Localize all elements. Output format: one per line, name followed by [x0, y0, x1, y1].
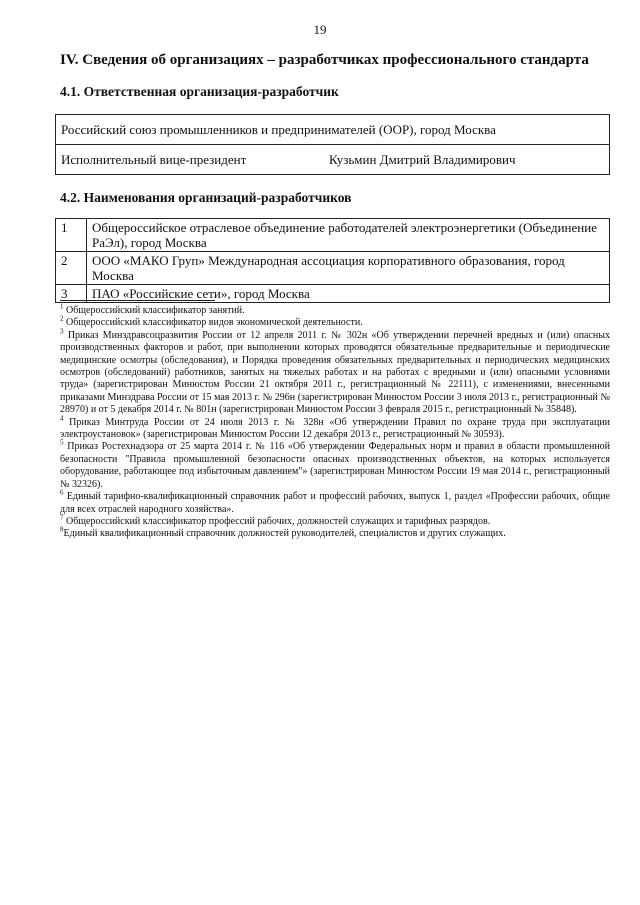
footnote-mark: 1 [60, 302, 64, 311]
responsible-org-name: Российский союз промышленников и предпринимателей (ООР), город Москва [56, 115, 610, 145]
footnote-mark: 5 [60, 439, 64, 448]
section-title: IV. Сведения об организациях – разработчиках профессионального стандарта [60, 52, 589, 68]
footnote-text: Единый квалификационный справочник должностей руководителей, специалистов и других служащих. [63, 528, 506, 540]
footnote-mark: 4 [60, 414, 64, 423]
footnote-text: Общероссийский классификатор профессий рабочих, должностей служащих и тарифных разрядов. [66, 515, 491, 527]
footnote [60, 317, 610, 329]
responsible-org-title: 4.1. Ответственная организация-разработчик [60, 84, 339, 99]
footnote-text: Общероссийский классификатор занятий. [66, 305, 245, 316]
footnote-mark: 3 [60, 327, 64, 336]
row-number: 2 [56, 252, 87, 285]
org-name: Общероссийское отраслевое объединение работодателей электроэнергетики (Объединение РаЭл), город Москва [87, 219, 610, 252]
footnote-text: Единый тарифно-квалификационный справочник работ и профессий рабочих, выпуск 1, раздел «Профессии рабочих, общие для всех отраслей народного хозяйства». [60, 491, 610, 515]
footnote [60, 302, 610, 317]
row-number: 1 [56, 219, 87, 252]
developer-orgs-table [55, 218, 610, 303]
table-row [56, 252, 610, 285]
responsible-org-row [56, 115, 610, 145]
footnote [60, 441, 610, 491]
footnote-mark: 7 [60, 513, 64, 522]
responsible-position: Исполнительный вице-президент [61, 151, 247, 167]
footnote-text: Общероссийский классификатор видов экономической деятельности. [66, 317, 363, 329]
row-number: 3 [56, 285, 87, 303]
org-name: ООО «МАКО Груп» Международная ассоциация корпоративного образования, город Москва [87, 252, 610, 285]
footnote-mark: 6 [60, 488, 64, 497]
table-row [56, 219, 610, 252]
responsible-person-row [56, 145, 610, 175]
footnote [60, 488, 610, 516]
footnote [60, 414, 611, 442]
footnote-mark: 8 [60, 525, 64, 534]
footnote-text: Приказ Минтруда России от 24 июля 2013 г. № 328н «Об утверждении Правил по охране труда при эксплуатации электроустановок» (зарегистрирован Минюстом России 12 декабря 2013 г., регистрационный № 30593). [60, 416, 611, 441]
footnote [60, 525, 610, 540]
footnotes [60, 302, 611, 541]
page-number: 19 [313, 22, 327, 37]
footnote-divider [60, 300, 215, 301]
developer-orgs-title: 4.2. Наименования организаций-разработчиков [60, 190, 352, 205]
responsible-person-cell [56, 145, 610, 175]
footnote-text: Приказ Ростехнадзора от 25 марта 2014 г. № 116 «Об утверждении Федеральных норм и правил в области промышленной безопасности "Правила промышленной безопасности опасных производственных объектов, на которых используется оборудование, работающее под избыточным давлением"» (зарегистрирован Минюстом России 19 мая 2014 г., регистрационный № 32326). [60, 441, 611, 490]
footnote-mark: 2 [60, 315, 64, 324]
footnote-text: Приказ Минздравсоцразвития России от 12 апреля 2011 г. № 302н «Об утверждении перечней вредных и (или) опасных производственных факторов и работ, при выполнении которых проводятся обязательные предварительные и периодические медицинские осмотры (обследования), и Порядка проведения обязательных предварительных и периодических медицинских осмотров (обследований) работников, занятых на тяжелых работах и на работах с вредными и (или) опасными условиями труда» (зарегистрирован Минюстом России 21 октября 2011 г., регистрационный № 22111), с изменениями, внесенными приказами Минздрава России от 15 мая 2013 г. № 296н (зарегистрирован Минюстом России 3 июля 2013 г., регистрационный № 28970) и от 5 декабря 2014 г. № 801н (зарегистрирован Минюстом России 3 февраля 2015 г., регистрационный № 35848). [60, 329, 610, 416]
responsible-person-name: Кузьмин Дмитрий Владимирович [329, 151, 516, 167]
footnote [60, 513, 610, 528]
footnote [60, 327, 610, 417]
responsible-org-table [55, 114, 610, 175]
org-name: ПАО «Российские сети», город Москва [87, 285, 610, 303]
